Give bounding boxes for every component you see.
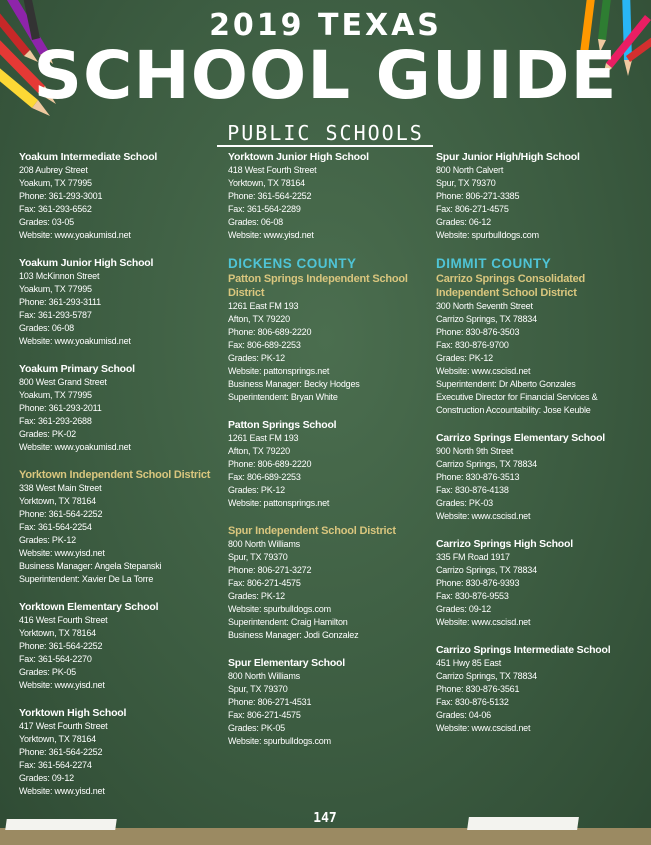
school-name: Carrizo Springs High School (436, 538, 573, 550)
entry-detail-line: Grades: PK-12 (228, 485, 285, 495)
entry-detail-line: Fax: 830-876-9700 (436, 340, 509, 350)
entry-detail-line: Phone: 361-564-2252 (19, 641, 103, 651)
entry-detail-line: Grades: PK-12 (228, 591, 285, 601)
entry-detail-line: Fax: 806-689-2253 (228, 472, 301, 482)
school-name: Yorktown Elementary School (19, 601, 159, 613)
school-entry (19, 150, 224, 242)
entry-detail-line: Yorktown, TX 78164 (228, 178, 305, 188)
school-entry (19, 256, 224, 348)
entry-detail-line: Carrizo Springs, TX 78834 (436, 314, 537, 324)
entry-detail-line: 208 Aubrey Street (19, 165, 88, 175)
school-entry (228, 150, 433, 242)
entry-detail-line: Phone: 806-271-3385 (436, 191, 520, 201)
entry-detail-line: Grades: 06-12 (436, 217, 491, 227)
school-name: Yoakum Junior High School (19, 257, 154, 269)
chalk-piece-right (467, 817, 579, 830)
entry-detail-line: Phone: 830-876-3561 (436, 684, 520, 694)
entry-detail-line: Grades: 06-08 (19, 323, 74, 333)
entry-detail-line: Superintendent: Bryan White (228, 392, 338, 402)
entry-detail-line: 900 North 9th Street (436, 446, 514, 456)
entry-detail-line: 800 North Williams (228, 671, 300, 681)
entry-detail-line: Superintendent: Craig Hamilton (228, 617, 348, 627)
county-heading: DIMMIT COUNTY (436, 256, 552, 271)
entry-detail-line: Fax: 806-689-2253 (228, 340, 301, 350)
entry-detail-line: Business Manager: Jodi Gonzalez (228, 630, 359, 640)
entry-detail-line: Phone: 806-271-4531 (228, 697, 312, 707)
entry-detail-line: Yorktown, TX 78164 (19, 734, 96, 744)
entry-detail-line: Website: www.yisd.net (19, 786, 105, 796)
school-name: Carrizo Springs Elementary School (436, 432, 606, 444)
entry-detail-line: Fax: 806-271-4575 (228, 710, 301, 720)
entry-detail-line: Fax: 361-564-2270 (19, 654, 92, 664)
entry-detail-line: Grades: 03-05 (19, 217, 74, 227)
entry-detail-line: Website: pattonsprings.net (228, 498, 330, 508)
entry-detail-line: Website: spurbulldogs.com (436, 230, 539, 240)
entry-detail-line: 300 North Seventh Street (436, 301, 533, 311)
school-entry (436, 150, 641, 242)
entry-detail-line: Yoakum, TX 77995 (19, 178, 92, 188)
entry-detail-line: Grades: PK-02 (19, 429, 76, 439)
school-name: Yorktown Junior High School (228, 151, 369, 163)
entry-detail-line: Carrizo Springs, TX 78834 (436, 459, 537, 469)
entry-detail-line: Yoakum, TX 77995 (19, 390, 92, 400)
district-entry (19, 468, 224, 586)
entry-detail-line: Website: www.yoakumisd.net (19, 336, 131, 346)
entry-detail-line: Yorktown, TX 78164 (19, 496, 96, 506)
page-number: 147 (313, 811, 337, 826)
entry-detail-line: Fax: 806-271-4575 (436, 204, 509, 214)
entry-detail-line: Website: www.cscisd.net (436, 617, 531, 627)
school-entry (436, 431, 641, 523)
entry-detail-line: Fax: 361-293-2688 (19, 416, 92, 426)
district-name: Yorktown Independent School District (19, 469, 211, 481)
entry-detail-line: 418 West Fourth Street (228, 165, 317, 175)
main-title: SCHOOL GUIDE (33, 37, 618, 114)
year-title: 2019 TEXAS (209, 8, 442, 43)
entry-detail-line: 1261 East FM 193 (228, 433, 299, 443)
entry-detail-line: Phone: 361-293-3001 (19, 191, 103, 201)
entry-detail-line: Phone: 361-293-2011 (19, 403, 102, 413)
entry-detail-line: Fax: 806-271-4575 (228, 578, 301, 588)
school-entry (436, 643, 641, 735)
school-name: Yoakum Intermediate School (19, 151, 158, 163)
entry-detail-line: Grades: PK-12 (436, 353, 493, 363)
entry-detail-line: Spur, TX 79370 (436, 178, 496, 188)
entry-detail-line: 416 West Fourth Street (19, 615, 108, 625)
school-name: Patton Springs School (228, 419, 337, 431)
entry-detail-line: 417 West Fourth Street (19, 721, 108, 731)
district-name: Patton Springs Independent School District (228, 273, 408, 299)
entry-detail-line: Phone: 361-564-2252 (19, 509, 103, 519)
school-entry (19, 600, 224, 692)
entry-detail-line: 1261 East FM 193 (228, 301, 299, 311)
school-entry (19, 362, 224, 454)
entry-detail-line: Yoakum, TX 77995 (19, 284, 92, 294)
school-name: Spur Elementary School (228, 657, 345, 669)
entry-detail-line: Grades: 06-08 (228, 217, 283, 227)
entry-detail-line: 338 West Main Street (19, 483, 102, 493)
entry-detail-line: Construction Accountability: Jose Keuble (436, 405, 591, 415)
district-name: Carrizo Springs Consolidated Independent School District (436, 273, 586, 299)
chalk-piece-left (5, 819, 117, 830)
entry-detail-line: 800 West Grand Street (19, 377, 107, 387)
entry-detail-line: Spur, TX 79370 (228, 552, 288, 562)
entry-detail-line: Website: www.yisd.net (228, 230, 314, 240)
entry-detail-line: Afton, TX 79220 (228, 446, 290, 456)
entry-detail-line: Website: www.cscisd.net (436, 511, 531, 521)
entry-detail-line: Website: spurbulldogs.com (228, 736, 331, 746)
entry-detail-line: Business Manager: Angela Stepanski (19, 561, 162, 571)
entry-detail-line: Afton, TX 79220 (228, 314, 290, 324)
chalk-ledge (0, 828, 651, 845)
county-heading: DICKENS COUNTY (228, 256, 357, 271)
entry-detail-line: Fax: 830-876-4138 (436, 485, 509, 495)
entry-detail-line: Phone: 830-876-3503 (436, 327, 520, 337)
entry-detail-line: Grades: PK-03 (436, 498, 493, 508)
entry-detail-line: Grades: PK-05 (19, 667, 76, 677)
entry-detail-line: Phone: 830-876-9393 (436, 578, 520, 588)
school-entry (228, 656, 433, 748)
entry-detail-line: Grades: PK-12 (19, 535, 76, 545)
entry-detail-line: Website: spurbulldogs.com (228, 604, 331, 614)
entry-detail-line: Fax: 361-564-2274 (19, 760, 92, 770)
entry-detail-line: Fax: 361-293-5787 (19, 310, 92, 320)
entry-detail-line: 335 FM Road 1917 (436, 552, 510, 562)
entry-detail-line: Website: www.cscisd.net (436, 366, 531, 376)
entry-detail-line: Website: www.cscisd.net (436, 723, 531, 733)
entry-detail-line: Phone: 361-293-3111 (19, 297, 101, 307)
school-name: Carrizo Springs Intermediate School (436, 644, 611, 656)
entry-detail-line: 451 Hwy 85 East (436, 658, 502, 668)
school-name: Yoakum Primary School (19, 363, 135, 375)
column-left (19, 150, 224, 812)
entry-detail-line: Superintendent: Xavier De La Torre (19, 574, 154, 584)
entry-detail-line: Grades: PK-12 (228, 353, 285, 363)
entry-detail-line: Grades: PK-05 (228, 723, 285, 733)
entry-detail-line: 103 McKinnon Street (19, 271, 100, 281)
entry-detail-line: Business Manager: Becky Hodges (228, 379, 360, 389)
entry-detail-line: 800 North Calvert (436, 165, 504, 175)
entry-detail-line: Website: www.yisd.net (19, 548, 105, 558)
school-name: Yorktown High School (19, 707, 127, 719)
entry-detail-line: Grades: 09-12 (19, 773, 74, 783)
entry-detail-line: Website: pattonsprings.net (228, 366, 330, 376)
entry-detail-line: Website: www.yoakumisd.net (19, 230, 131, 240)
entry-detail-line: Grades: 04-06 (436, 710, 491, 720)
subtitle-underline (217, 145, 433, 147)
entry-detail-line: Spur, TX 79370 (228, 684, 288, 694)
school-name: Spur Junior High/High School (436, 151, 580, 163)
entry-detail-line: Fax: 830-876-5132 (436, 697, 509, 707)
school-entry (228, 418, 433, 510)
entry-detail-line: Fax: 361-564-2289 (228, 204, 301, 214)
entry-detail-line: Website: www.yoakumisd.net (19, 442, 131, 452)
entry-detail-line: Phone: 806-271-3272 (228, 565, 312, 575)
entry-detail-line: Phone: 830-876-3513 (436, 472, 520, 482)
entry-detail-line: Phone: 361-564-2252 (19, 747, 103, 757)
column-right (436, 150, 641, 749)
entry-detail-line: Phone: 806-689-2220 (228, 459, 312, 469)
school-entry (19, 706, 224, 798)
entry-detail-line: Yorktown, TX 78164 (19, 628, 96, 638)
entry-detail-line: Carrizo Springs, TX 78834 (436, 565, 537, 575)
entry-detail-line: Phone: 361-564-2252 (228, 191, 312, 201)
district-entry (228, 272, 433, 404)
school-entry (436, 537, 641, 629)
entry-detail-line: Fax: 830-876-9553 (436, 591, 509, 601)
entry-detail-line: 800 North Williams (228, 539, 300, 549)
column-middle (228, 150, 433, 762)
entry-detail-line: Carrizo Springs, TX 78834 (436, 671, 537, 681)
entry-detail-line: Superintendent: Dr Alberto Gonzales (436, 379, 576, 389)
entry-detail-line: Grades: 09-12 (436, 604, 491, 614)
district-entry (436, 272, 641, 417)
entry-detail-line: Executive Director for Financial Services & (436, 392, 598, 402)
district-entry (228, 524, 433, 642)
entry-detail-line: Fax: 361-293-6562 (19, 204, 92, 214)
entry-detail-line: Phone: 806-689-2220 (228, 327, 312, 337)
subtitle: PUBLIC SCHOOLS (227, 121, 424, 145)
district-name: Spur Independent School District (228, 525, 396, 537)
entry-detail-line: Fax: 361-564-2254 (19, 522, 92, 532)
entry-detail-line: Website: www.yisd.net (19, 680, 105, 690)
